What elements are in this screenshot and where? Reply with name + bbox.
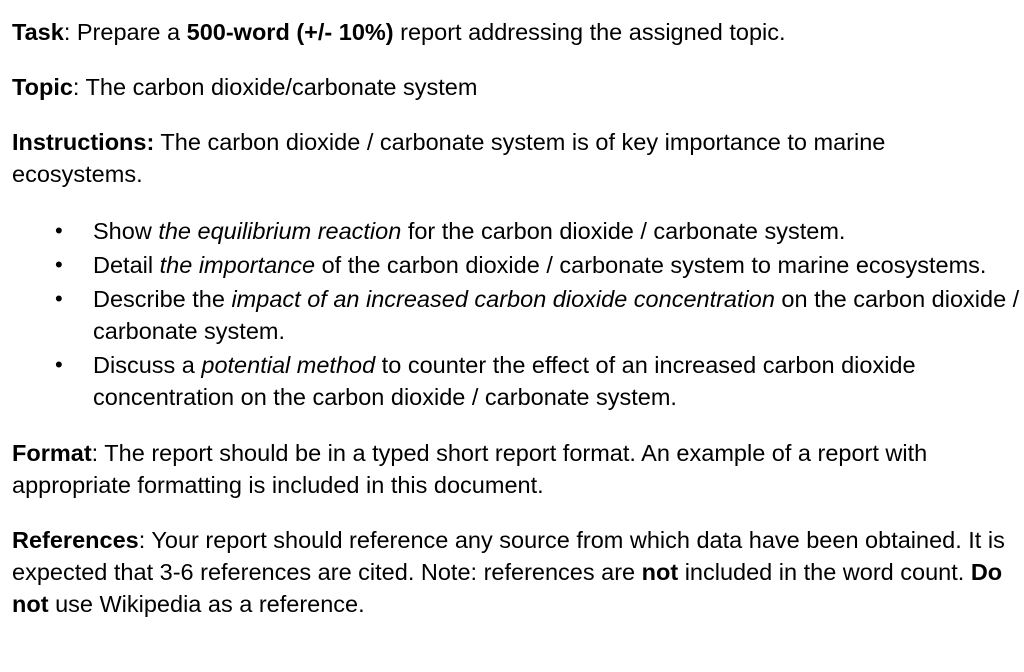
bullet-dot-icon: •	[55, 218, 63, 243]
references-text-3: use Wikipedia as a reference.	[48, 591, 365, 617]
format-text: : The report should be in a typed short report format. An example of a report with appropriate formatting is included in this document.	[12, 440, 928, 498]
instructions-bullet-list	[12, 215, 1020, 413]
bullet-item	[12, 249, 1020, 281]
bullet-item	[12, 283, 1020, 347]
topic-text: : The carbon dioxide/carbonate system	[72, 74, 478, 100]
task-text-before: : Prepare a	[63, 19, 187, 45]
bullet-dot-icon: •	[55, 352, 63, 377]
bullet-text-before: Describe the	[93, 286, 232, 312]
bullet-text-before: Detail	[93, 252, 160, 278]
bullet-text-after: for the carbon dioxide / carbonate system.	[401, 218, 846, 244]
bullet-text-after: on the carbon dioxide / carbonate system.	[93, 286, 1020, 344]
task-label: Task	[12, 19, 64, 45]
bullet-text-after: to counter the effect of an increased carbon dioxide concentration on the carbon dioxide / carbonate system.	[93, 352, 916, 410]
bullet-emphasis: the importance	[159, 252, 316, 278]
topic-label: Topic	[12, 74, 73, 100]
task-word-count: 500-word (+/- 10%)	[186, 19, 394, 45]
references-do-not-label: Do not	[12, 559, 1003, 617]
bullet-text-after: of the carbon dioxide / carbonate system to marine ecosystems.	[315, 252, 987, 278]
assignment-document	[12, 16, 1020, 620]
references-paragraph	[12, 524, 1020, 620]
topic-paragraph	[12, 71, 1020, 103]
bullet-item	[12, 349, 1020, 413]
format-label: Format	[12, 440, 92, 466]
references-text-2: included in the word count.	[678, 559, 971, 585]
bullet-item	[12, 215, 1020, 247]
bullet-emphasis: the equilibrium reaction	[158, 218, 402, 244]
references-not-label: not	[641, 559, 679, 585]
bullet-dot-icon: •	[55, 286, 63, 311]
bullet-text-before: Discuss a	[93, 352, 202, 378]
task-paragraph	[12, 16, 1020, 48]
references-label: References	[12, 527, 139, 553]
bullet-text-before: Show	[93, 218, 159, 244]
bullet-dot-icon: •	[55, 252, 63, 277]
bullet-emphasis: potential method	[201, 352, 376, 378]
instructions-label: Instructions:	[12, 129, 155, 155]
instructions-paragraph	[12, 126, 1020, 190]
format-paragraph	[12, 437, 1020, 501]
task-text-after: report addressing the assigned topic.	[393, 19, 786, 45]
bullet-emphasis: impact of an increased carbon dioxide concentration	[231, 286, 775, 312]
instructions-text: The carbon dioxide / carbonate system is of key importance to marine ecosystems.	[12, 129, 886, 187]
references-text-1: : Your report should reference any source from which data have been obtained. It is expected that 3-6 references are cited. Note: references are	[12, 527, 1005, 585]
